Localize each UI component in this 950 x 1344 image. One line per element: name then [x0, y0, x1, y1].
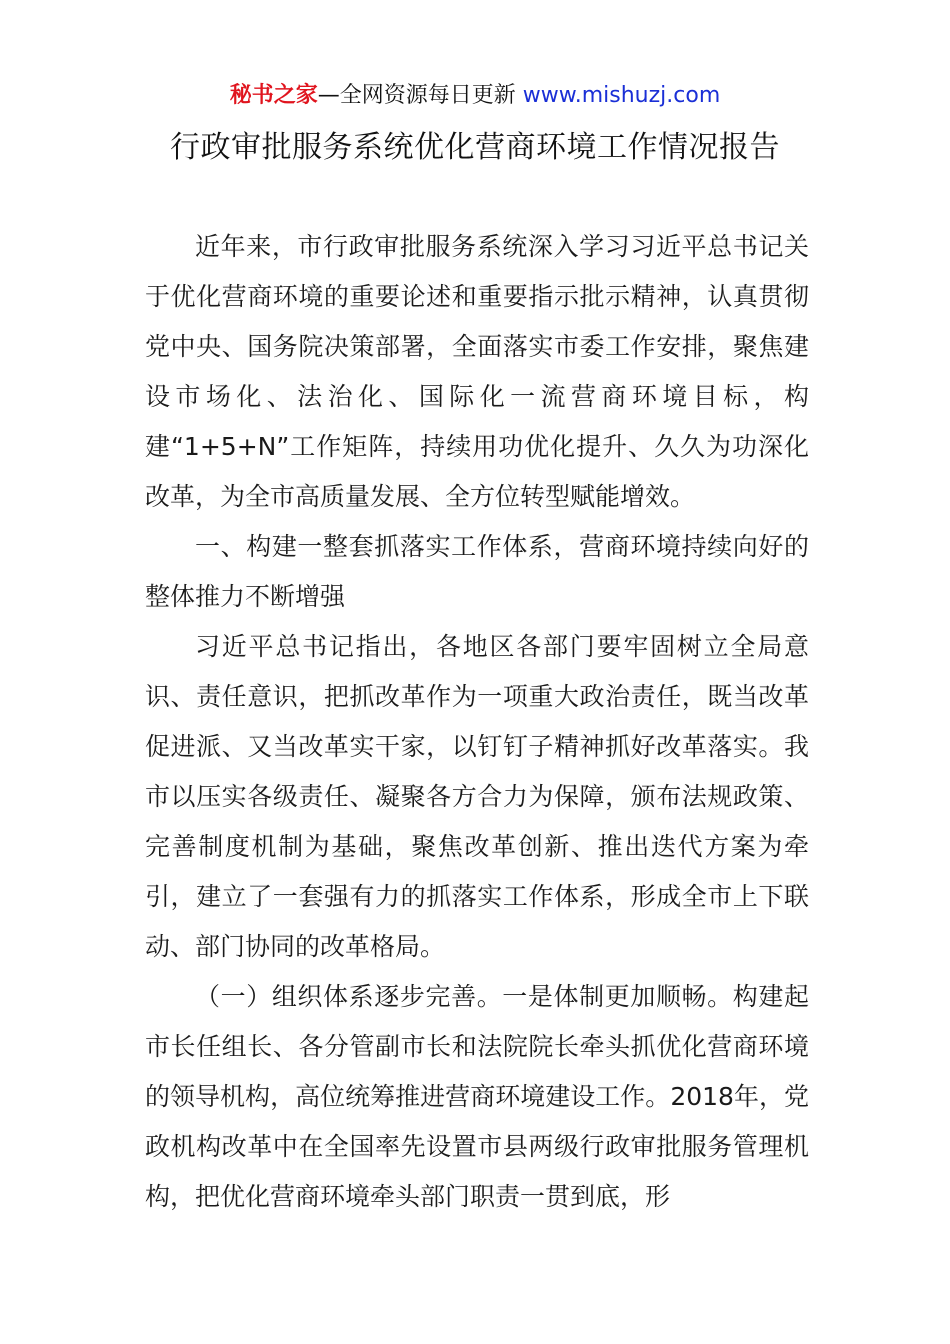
site-banner	[0, 80, 950, 112]
document-title: 行政审批服务系统优化营商环境工作情况报告	[170, 130, 780, 165]
intro-paragraph: 近年来，市行政审批服务系统深入学习习近平总书记关于优化营商环境的重要论述和重要指示批示精神，认真贯彻党中央、国务院决策部署，全面落实市委工作安排，聚焦建设市场化、法治化、国际化一流营商环境目标，构建“1+5+N”工作矩阵，持续用功优化提升、久久为功深化改革，为全市高质量发展、全方位转型赋能增效。	[145, 232, 809, 511]
subsection-paragraph: （一）组织体系逐步完善。一是体制更加顺畅。构建起市长任组长、各分管副市长和法院院长牵头抓优化营商环境的领导机构，高位统筹推进营商环境建设工作。2018年，党政机构改革中在全国率先设置市县两级行政审批服务管理机构，把优化营商环境牵头部门职责一贯到底，形	[145, 982, 809, 1211]
body-paragraph: 习近平总书记指出，各地区各部门要牢固树立全局意识、责任意识，把抓改革作为一项重大政治责任，既当改革促进派、又当改革实干家，以钉钉子精神抓好改革落实。我市以压实各级责任、凝聚各方合力为保障，颁布法规政策、完善制度机制为基础，聚焦改革创新、推出迭代方案为牵引，建立了一套强有力的抓落实工作体系，形成全市上下联动、部门协同的改革格局。	[145, 632, 809, 961]
section-heading-1: 一、构建一整套抓落实工作体系，营商环境持续向好的整体推力不断增强	[145, 532, 809, 611]
banner-tagline: —全网资源每日更新	[317, 83, 523, 108]
document-body	[145, 222, 809, 1222]
site-url-link[interactable]: www.mishuzj.com	[522, 83, 721, 108]
brand-name: 秘书之家	[229, 83, 318, 108]
